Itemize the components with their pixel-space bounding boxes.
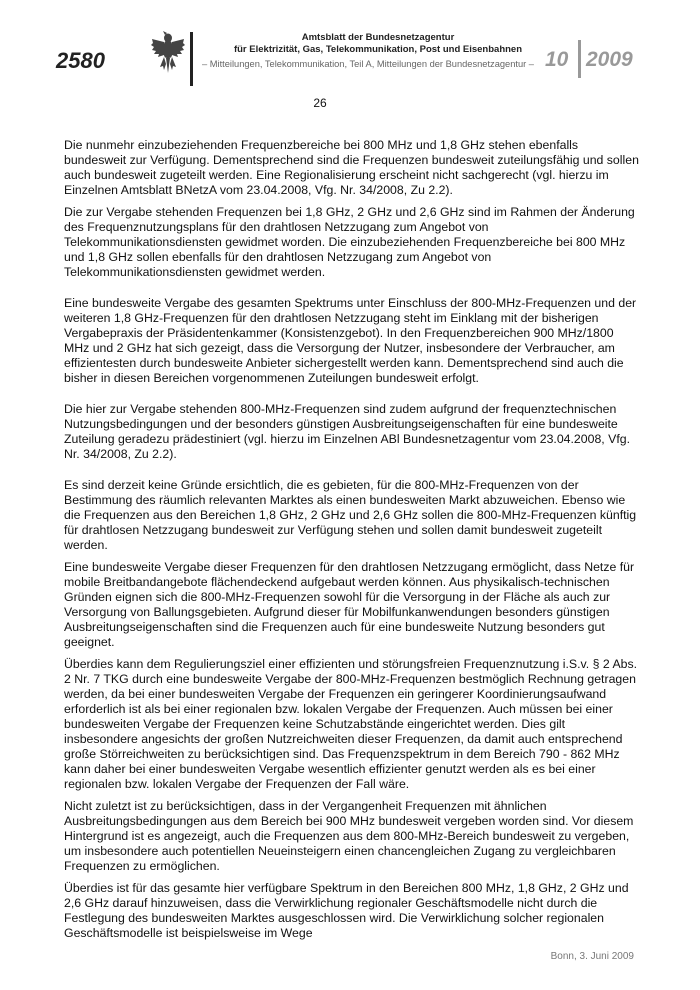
paragraph: Die nunmehr einzubeziehenden Frequenzbereiche bei 800 MHz und 1,8 GHz stehen ebenfalls bundesweit zur Verfügung. Dementsprechend sind die Frequenzen bundesweit zuteilungsfähig und sollen auch bundesweit zugeteilt werden. Eine Regionalisierung erscheint nicht sachgerecht (vgl. hierzu im Einzelnen Amtsblatt BNetzA vom 23.04.2008, Vfg. Nr. 34/2008, Zu 2.2). <box>64 138 639 197</box>
paragraph: Überdies kann dem Regulierungsziel einer effizienten und störungsfreien Frequenznutzung i.S.v. § 2 Abs. 2 Nr. 7 TKG durch eine bundesweite Vergabe der 800-MHz-Frequenzen bestmöglich Rechnung getragen werden, da bei einer bundesweiten Vergabe der Frequenzen ein geringerer Koordinierungsaufwand erforderlich ist als bei einer regionalen bzw. lokalen Vergabe der Frequenzen. Auch müssen bei einer bundesweiten Vergabe der Frequenzen keine Schutzabstände eingerichtet werden. Dies gilt insbesondere angesichts der großen Nutzreichweiten dieser Frequenzen, da damit auch entsprechend große Störreichweiten zu berücksichtigen sind. Das Frequenzspektrum in dem Bereich 790 - 862 MHz kann daher bei einer bundesweiten Vergabe wesentlich effizienter genutzt werden als es bei einer regionalen bzw. lokalen Vergabe der Frequenzen der Fall wäre. <box>64 657 638 791</box>
gazette-title-line2: für Elektrizität, Gas, Telekommunikation, Post und Eisenbahnen <box>233 44 523 55</box>
paragraph: Eine bundesweite Vergabe dieser Frequenzen für den drahtlosen Netzzugang ermöglicht, dass Netze für mobile Breitbandangebote flächendeckend aufgebaut werden können. Aus physikalisch-technischen Gründen eignen sich die 800-MHz-Frequenzen sowohl für die Versorgung in der Fläche als auch zur Versorgung von Ballungsgebieten. Aufgrund dieser für Mobilfunkanwendungen besonders günstigen Ausbreitungseigenschaften sind die Frequenzen auch für eine bundesweite Nutzung besonders gut geeignet. <box>64 560 635 649</box>
gazette-subtitle: – Mitteilungen, Telekommunikation, Teil A, Mitteilungen der Bundesnetzagentur – <box>202 59 534 69</box>
gazette-page-number: 2580 <box>56 48 105 73</box>
issue-year: 2009 <box>586 48 633 71</box>
gazette-title-line1: Amtsblatt der Bundesnetzagentur <box>301 32 455 43</box>
body-text <box>64 138 639 948</box>
paragraph: Überdies ist für das gesamte hier verfügbare Spektrum in den Bereichen 800 MHz, 1,8 GHz, 2 GHz und 2,6 GHz darauf hinzuweisen, dass die Verwirklichung regionaler Geschäftsmodelle nicht durch die Festlegung des bundesweiten Marktes ausgeschlossen wird. Die Verwirklichung solcher regionalen Geschäftsmodelle ist beispielsweise im Wege <box>64 881 629 940</box>
paragraph: Eine bundesweite Vergabe des gesamten Spektrums unter Einschluss der 800-MHz-Frequenzen und der weiteren 1,8 GHz-Frequenzen für den drahtlosen Netzzugang steht im Einklang mit der bisherigen Vergabepraxis der Präsidentenkammer (Konsistenzgebot). In den Frequenzbereichen 900 MHz/1800 MHz und 2 GHz hat sich gezeigt, dass die Versorgung der Nutzer, insbesondere der Verbraucher, am effizientesten durch bundesweite Anbieter sichergestellt werden kann. Dementsprechend sind auch die bisher in diesen Bereichen vorgenommenen Zuteilungen bundesweit erfolgt. <box>64 296 637 385</box>
gazette-title <box>200 32 556 56</box>
inner-page-number: 26 <box>313 96 327 110</box>
paragraph: Es sind derzeit keine Gründe ersichtlich, die es gebieten, für die 800-MHz-Frequenzen von der Bestimmung des räumlich relevanten Marktes als einen bundesweiten Markt abzuweichen. Ebenso wie die Frequenzen aus den Bereichen 1,8 GHz, 2 GHz und 2,6 GHz sollen die 800-MHz-Frequenzen künftig für drahtlosen Netzzugang bundesweit zur Verfügung stehen und sollen damit bundesweit zugeteilt werden. <box>64 478 637 552</box>
paragraph: Die hier zur Vergabe stehenden 800-MHz-Frequenzen sind zudem aufgrund der frequenztechnischen Nutzungsbedingungen und der besonders günstigen Ausbreitungseigenschaften für eine bundesweite Zuteilung geradezu prädestiniert (vgl. hierzu im Einzelnen ABl Bundesnetzagentur vom 23.04.2008, Vfg. Nr. 34/2008, Zu 2.2). <box>64 402 630 461</box>
paragraph: Nicht zuletzt ist zu berücksichtigen, dass in der Vergangenheit Frequenzen mit ähnlichen Ausbreitungsbedingungen aus dem Bereich bei 900 MHz bundesweit vergeben worden sind. Vor diesem Hintergrund ist es angezeigt, auch die Frequenzen aus dem 800-MHz-Bereich bundesweit zu vergeben, um insbesondere auch potentiellen Neueinsteigern einen chancengleichen Zugang zu vergleichbaren Frequenzen zu ermöglichen. <box>64 799 634 873</box>
footer-date: Bonn, 3. Juni 2009 <box>550 951 634 962</box>
issue-divider <box>578 40 581 78</box>
issue-number: 10 <box>545 48 569 71</box>
paragraph: Die zur Vergabe stehenden Frequenzen bei 1,8 GHz, 2 GHz und 2,6 GHz sind im Rahmen der Änderung des Frequenznutzungsplans für den drahtlosen Netzzugang zum Angebot von Telekommunikationsdiensten gewidmet worden. Die einzubeziehenden Frequenzbereiche bei 800 MHz und 1,8 GHz sollen ebenfalls für den drahtlosen Netzzugang zum Angebot von Telekommunikationsdiensten gewidmet werden. <box>64 205 635 279</box>
header-divider <box>190 32 193 86</box>
federal-eagle-icon <box>150 30 186 74</box>
